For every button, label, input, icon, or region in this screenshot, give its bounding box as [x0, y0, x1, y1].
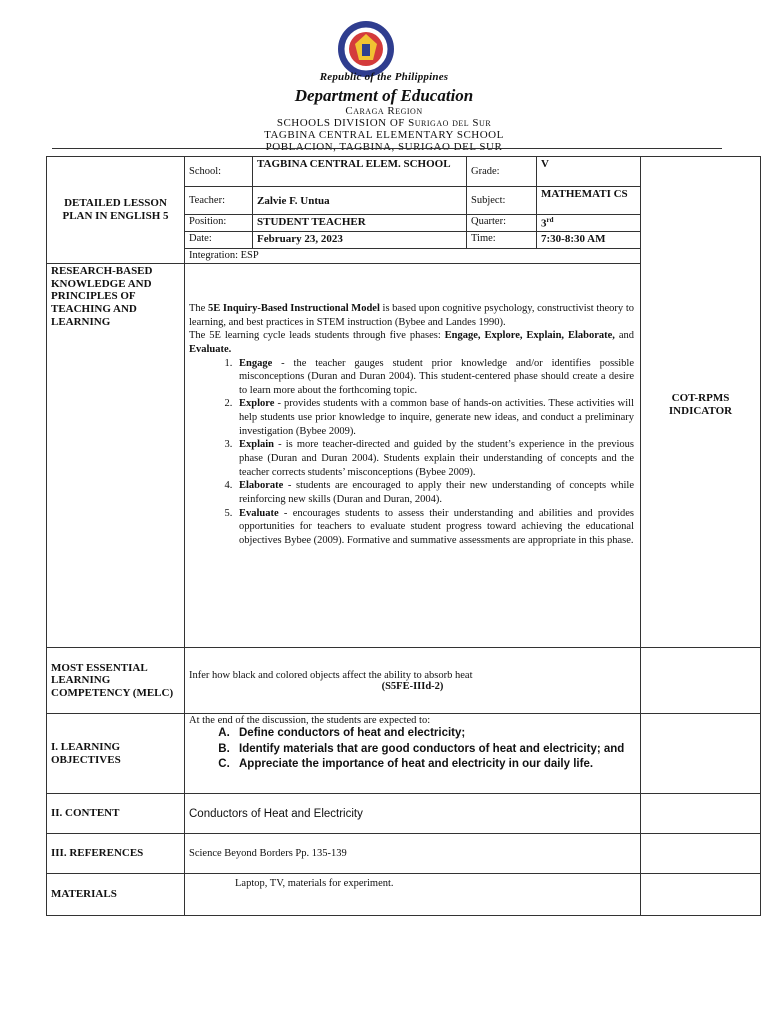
- deped-seal-icon: [337, 20, 395, 78]
- cot-content-cell: [641, 794, 761, 834]
- objective-item: B. Identify materials that are good conductors of heat and electricity; and: [233, 742, 636, 758]
- research-body: [185, 264, 641, 648]
- melc-text: Infer how black and colored objects affect the ability to absorb heat: [189, 669, 473, 681]
- melc-label: MOST ESSENTIAL LEARNING COMPETENCY (MELC): [47, 648, 185, 714]
- school-line: TAGBINA CENTRAL ELEMENTARY SCHOOL: [264, 129, 504, 141]
- research-paragraph-2: The 5E learning cycle leads students through five phases: Engage, Explore, Explain, Elaborate, and Evaluate.: [189, 330, 634, 355]
- quarter-suffix: rd: [546, 216, 554, 224]
- grade-label: Grade:: [467, 157, 537, 187]
- research-label: RESEARCH-BASED KNOWLEDGE AND PRINCIPLES OF TEACHING AND LEARNING: [47, 264, 185, 648]
- content-label: II. CONTENT: [47, 794, 185, 834]
- grade-value: V: [537, 157, 641, 187]
- date-label: Date:: [185, 232, 253, 249]
- melc-body: [185, 648, 641, 714]
- position-label: Position:: [185, 215, 253, 232]
- cot-materials-cell: [641, 874, 761, 916]
- time-label: Time:: [467, 232, 537, 249]
- objectives-label: I. LEARNING OBJECTIVES: [47, 714, 185, 794]
- phase-list: [189, 357, 634, 548]
- lesson-plan-table: [46, 156, 761, 916]
- school-label: School:: [185, 157, 253, 187]
- republic-line: Republic of the Philippines: [319, 71, 449, 83]
- cot-melc-cell: [641, 648, 761, 714]
- integration: Integration: ESP: [185, 249, 641, 264]
- address-line: POBLACION, TAGBINA, SURIGAO DEL SUR: [265, 141, 503, 153]
- objectives-intro: At the end of the discussion, the students are expected to:: [189, 715, 431, 726]
- phase-engage: 1. Engage - the teacher gauges student prior knowledge and/or identifies possible misconceptions (Duran and Duran 2004). This student-centered phase should create a desire to learn more about the forthcoming topic.: [235, 357, 634, 398]
- teacher-label: Teacher:: [185, 187, 253, 215]
- cot-references-cell: [641, 834, 761, 874]
- quarter-label: Quarter:: [467, 215, 537, 232]
- materials-label: MATERIALS: [47, 874, 185, 916]
- melc-code: (S5FE-IIId-2): [381, 680, 444, 692]
- quarter-value: [537, 215, 641, 232]
- cot-objectives-cell: [641, 714, 761, 794]
- date-value: February 23, 2023: [253, 232, 467, 249]
- content-text: Conductors of Heat and Electricity: [185, 794, 641, 834]
- references-text: Science Beyond Borders Pp. 135-139: [185, 834, 641, 874]
- teacher-value: Zalvie F. Untua: [253, 187, 467, 215]
- subject-label: Subject:: [467, 187, 537, 215]
- materials-text: Laptop, TV, materials for experiment.: [185, 874, 641, 916]
- objective-item: A. Define conductors of heat and electricity;: [233, 726, 636, 742]
- position-value: STUDENT TEACHER: [253, 215, 467, 232]
- department-title: Department of Education: [294, 86, 474, 105]
- references-label: III. REFERENCES: [47, 834, 185, 874]
- division-line: SCHOOLS DIVISION OF Surigao del Sur: [276, 117, 492, 129]
- objectives-body: [185, 714, 641, 794]
- phase-evaluate: 5. Evaluate - encourages students to assess their understanding and abilities and provides opportunities for teachers to evaluate student progress toward achieving the educational objectives Bybee (2009). Formative and summative assessments are appropriate in this phase.: [235, 507, 634, 548]
- phase-explain: 3. Explain - is more teacher-directed and guided by the student’s experience in the previous phase (Duran and Duran 2004). Students explain their understanding of concepts and the teacher corrects students’ misconceptions (Bybee 2009).: [235, 438, 634, 479]
- research-paragraph-1: The 5E Inquiry-Based Instructional Model is based upon cognitive psychology, constructivist theory to learning, and best practices in STEM instruction (Bybee and Landes 1990).: [189, 303, 634, 328]
- objective-item: C. Appreciate the importance of heat and electricity in our daily life.: [233, 757, 636, 773]
- region-line: Caraga Region: [345, 105, 423, 117]
- cot-rpms-indicator-header: COT-RPMS INDICATOR: [641, 157, 761, 648]
- quarter-number: 3: [541, 217, 547, 230]
- header-divider: [52, 148, 722, 149]
- phase-elaborate: 4. Elaborate - students are encouraged to apply their new understanding of concepts while reinforcing new skills (Duran and Duran, 2004).: [235, 479, 634, 506]
- plan-title: DETAILED LESSON PLAN IN ENGLISH 5: [47, 157, 185, 264]
- objectives-list: [189, 726, 636, 773]
- time-value: 7:30-8:30 AM: [537, 232, 641, 249]
- subject-value: MATHEMATI CS: [537, 187, 641, 215]
- phase-explore: 2. Explore - provides students with a common base of hands-on activities. These activities will help students use prior knowledge to inquire, generate new ideas, and conduct a preliminary investigation (Bybee 2009).: [235, 397, 634, 438]
- school-value: TAGBINA CENTRAL ELEM. SCHOOL: [253, 157, 467, 187]
